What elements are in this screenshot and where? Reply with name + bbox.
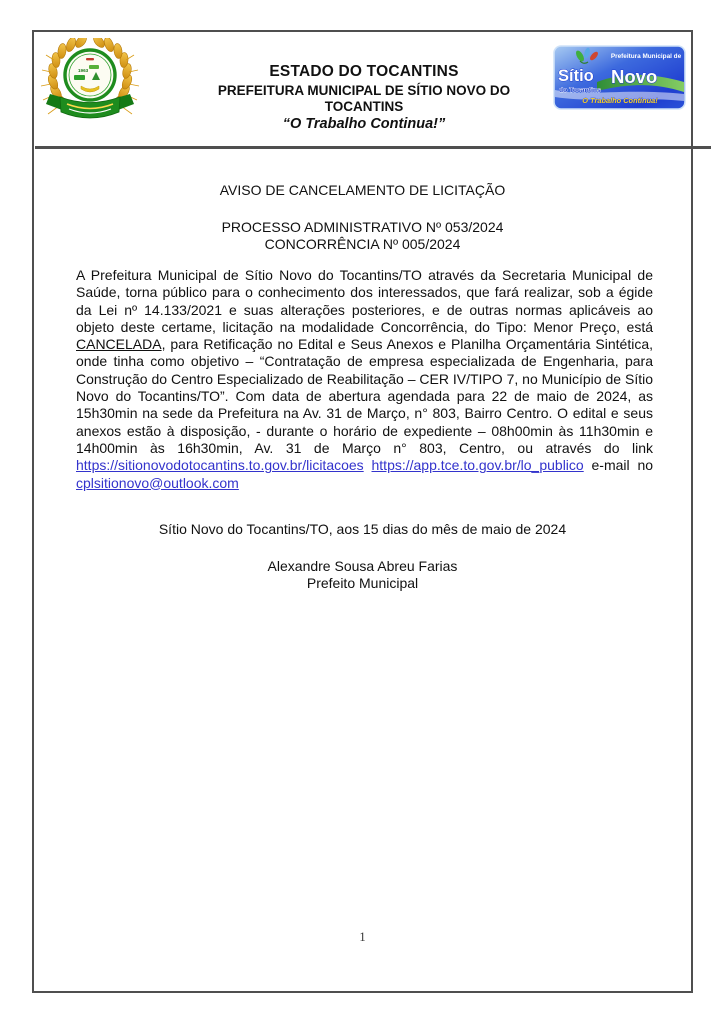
licitacoes-link[interactable]: https://sitionovodotocantins.to.gov.br/licitacoes (76, 457, 364, 474)
notice-title: AVISO DE CANCELAMENTO DE LICITAÇÃO (219, 182, 506, 198)
logo-name-word2: Novo (611, 66, 658, 87)
header-separator-rule (35, 146, 711, 149)
process-number-line: PROCESSO ADMINISTRATIVO Nº 053/2024 (221, 219, 504, 235)
letterhead-motto: “O Trabalho Continua!” (282, 116, 446, 132)
signature-role: Prefeito Municipal (306, 575, 419, 592)
letterhead-municipality: PREFEITURA MUNICIPAL DE SÍTIO NOVO DO TOCANTINS (217, 83, 511, 114)
notice-date-line: Sítio Novo do Tocantins/TO, aos 15 dias do mês de maio de 2024 (158, 521, 567, 537)
coat-of-arms-icon (40, 38, 140, 126)
tce-portal-link[interactable]: https://app.tce.to.gov.br/lo_publico (371, 457, 584, 474)
letterhead-text (194, 63, 534, 133)
cpl-email-link[interactable]: cplsitionovo@outlook.com (76, 474, 239, 491)
logo-name-word1: Sítio (558, 67, 594, 85)
logo-subtitle: do Tocantins (559, 87, 601, 94)
notice-body-paragraph (76, 267, 653, 492)
body-text-part2: , para Retificação no Edital e Seus Anexos e Planilha Orçamentária Sintética, onde tinha como objetivo – “Contratação de empresa especializada de Engenharia, para Construção do Centro Especializado de Reabilitação – CER IV/TIPO 7, no Município de Sítio Novo do Tocantins/TO”. Com data de abertura agendada para 22 de maio de 2024, as 15h30min na sede da Prefeitura na Av. 31 de Março, n° 803, Bairro Centro. O edital e seus anexos estão à disposição, - durante o horário de expediente – 08h00min às 11h30min e 14h00min às 16h30min, Av. 31 de Março n° 803, Centro, ou através do link (76, 336, 653, 456)
page-number: 1 (359, 930, 366, 944)
body-text-part1: A Prefeitura Municipal de Sítio Novo do Tocantins/TO através da Secretaria Municipal de Saúde, torna público para o conhecimento dos interessados, que fará realizar, sob a égide da Lei nº 14.133/2021 e suas alterações posteriores, e de outras normas aplicáveis ao objeto deste certame, licitação na modalidade Concorrência, do Tipo: Menor Preço, está (76, 267, 653, 335)
crest-year-label: 1963 (78, 68, 89, 73)
signature-block (34, 558, 691, 593)
sitio-novo-brand-logo (553, 45, 686, 110)
sitio-novo-logo-icon (553, 45, 686, 110)
municipal-coat-of-arms-logo (40, 38, 140, 126)
document-page (32, 30, 693, 993)
body-text-part3: e-mail no (583, 457, 654, 474)
tender-number-line: CONCORRÊNCIA Nº 005/2024 (264, 236, 461, 253)
link-gap (364, 457, 372, 473)
logo-motto: O Trabalho Continua! (582, 96, 658, 105)
notice-process-block (34, 219, 691, 254)
letterhead-state: ESTADO DO TOCANTINS (269, 63, 459, 80)
logo-title-small: Prefeitura Municipal de (610, 53, 682, 60)
cancelled-word: CANCELADA (76, 336, 162, 353)
signature-name: Alexandre Sousa Abreu Farias (267, 558, 458, 574)
